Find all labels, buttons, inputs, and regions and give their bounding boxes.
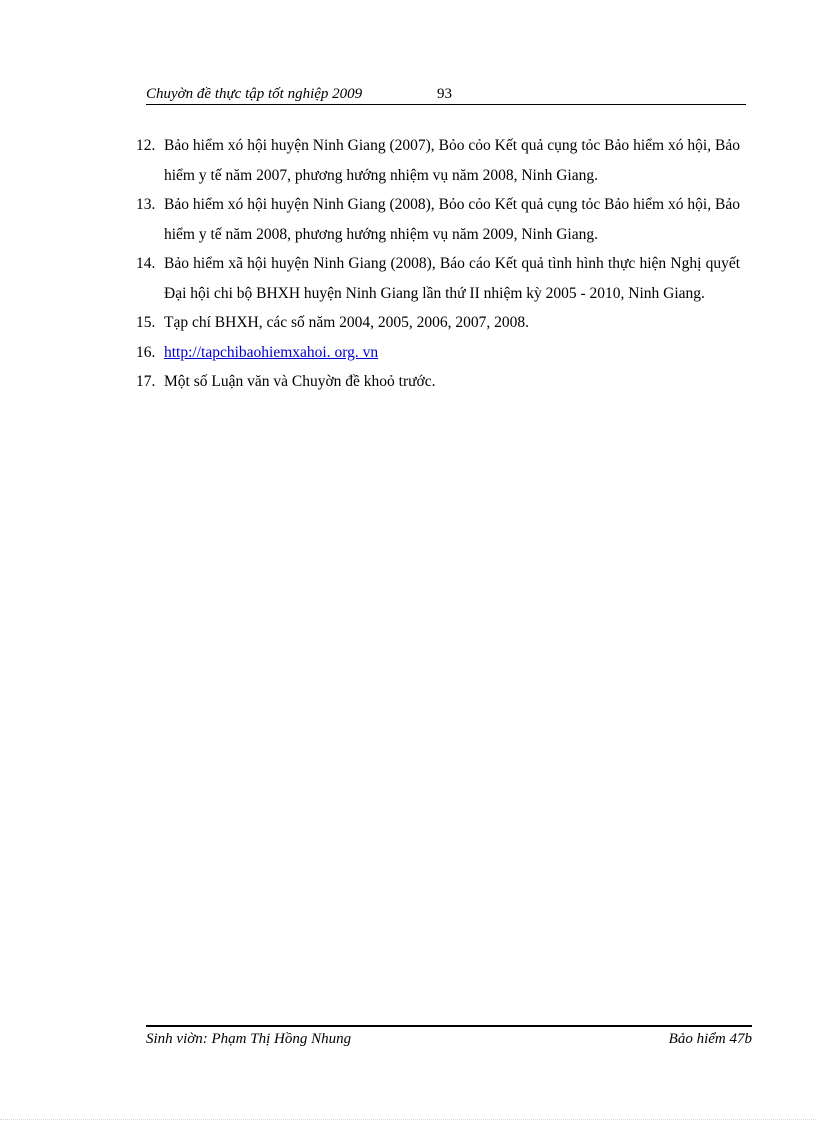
page-footer [146, 1025, 752, 1051]
reference-item-13 [136, 190, 740, 249]
reference-number: 17. [136, 373, 156, 390]
reference-item-12 [136, 131, 740, 190]
reference-item-15 [136, 308, 740, 338]
reference-number: 14. [136, 255, 156, 272]
reference-text: Bảo hiểm xã hội huyện Ninh Giang (2008), Báo cáo Kết quả tình hình thực hiện Nghị quyết Đại hội chi bộ BHXH huyện Ninh Giang lần thứ II nhiệm kỳ 2005 - 2010, Ninh Giang. [164, 255, 740, 302]
reference-text: Một số Luận văn và Chuyờn đề khoỏ trước. [164, 373, 436, 390]
reference-item-16 [136, 338, 740, 368]
footer-class: Bảo hiểm 47b [668, 1031, 752, 1047]
page-edge-divider [0, 1119, 816, 1120]
reference-number: 16. [136, 343, 156, 361]
reference-number: 13. [136, 196, 156, 213]
reference-text: Bảo hiểm xó hội huyện Ninh Giang (2008), Bỏo cỏo Kết quả cụng tỏc Bảo hiểm xó hội, Bảo hiểm y tế năm 2008, phương hướng nhiệm vụ năm 2009, Ninh Giang. [164, 196, 740, 243]
header-title: Chuyờn đề thực tập tốt nghiệp 2009 [146, 86, 363, 102]
reference-text: Bảo hiểm xó hội huyện Ninh Giang (2007), Bỏo cỏo Kết quả cụng tỏc Bảo hiểm xó hội, Bảo hiểm y tế năm 2007, phương hướng nhiệm vụ năm 2008, Ninh Giang. [164, 137, 740, 184]
reference-item-14 [136, 249, 740, 308]
reference-item-17 [136, 367, 740, 397]
page-header [146, 84, 746, 105]
reference-link[interactable]: http://tapchibaohiemxahoi. org. vn [164, 343, 379, 361]
reference-number: 12. [136, 137, 156, 154]
reference-list [136, 131, 740, 397]
reference-number: 15. [136, 314, 156, 331]
page-number: 93 [437, 86, 452, 102]
reference-text: Tạp chí BHXH, các số năm 2004, 2005, 2006, 2007, 2008. [164, 314, 530, 331]
footer-student: Sinh viờn: Phạm Thị Hồng Nhung [146, 1031, 352, 1047]
